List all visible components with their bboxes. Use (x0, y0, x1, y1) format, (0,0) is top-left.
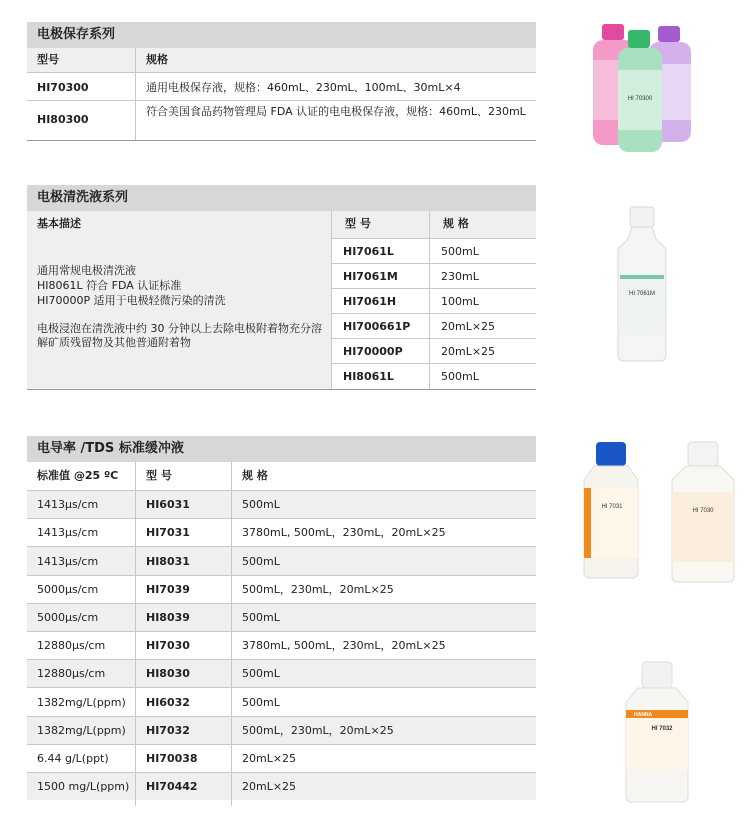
model-cell: HI7032 (146, 724, 190, 737)
conductivity-header-row (27, 462, 536, 490)
model-cell: HI70038 (146, 752, 198, 765)
row-divider (27, 140, 536, 141)
spec-cell: 20mL×25 (242, 752, 297, 765)
spec-cell: 500mL (441, 245, 479, 258)
header-standard-value: 标准值 @25 ºC (37, 469, 119, 482)
spec-cell: 500mL，230mL，20mL×25 (242, 724, 394, 737)
table-row (27, 518, 536, 546)
description-line: HI70000P 适用于电极轻微污染的清洗 (37, 294, 226, 307)
row-divider (331, 263, 536, 264)
model-cell: HI7061L (343, 245, 394, 258)
row-divider (331, 338, 536, 339)
row-divider (331, 313, 536, 314)
model-cell: HI80300 (37, 113, 89, 126)
standard-value-cell: 1413μs/cm (37, 526, 99, 539)
row-divider (331, 238, 536, 239)
table-row (27, 575, 536, 603)
spec-cell: 20mL×25 (441, 320, 496, 333)
spec-cell: 500mL (242, 667, 280, 680)
standard-value-cell: 1413μs/cm (37, 498, 99, 511)
spec-cell: 20mL×25 (441, 345, 496, 358)
spec-cell: 500mL (441, 370, 479, 383)
description-paragraph: 电极浸泡在清洗液中约 30 分钟以上去除电极附着物充分溶解矿质残留物及其他普通附着物 (37, 322, 322, 349)
col-divider (231, 462, 232, 806)
model-cell: HI8031 (146, 555, 190, 568)
model-cell: HI70442 (146, 780, 198, 793)
section-title-storage: 电极保存系列 (27, 22, 536, 48)
model-cell: HI8039 (146, 611, 190, 624)
spec-cell: 3780mL, 500mL，230mL，20mL×25 (242, 639, 446, 652)
storage-header-row (27, 48, 536, 72)
section-title-conductivity: 电导率 /TDS 标准缓冲液 (27, 436, 536, 462)
storage-bottles-image (590, 20, 720, 155)
table-row (27, 687, 536, 716)
bottle-label: HI 70300 (627, 96, 653, 102)
model-cell: HI8030 (146, 667, 190, 680)
header-description: 基本描述 (37, 217, 81, 230)
model-cell: HI70000P (343, 345, 403, 358)
header-model: 型号 (37, 53, 59, 66)
model-cell: HI700661P (343, 320, 411, 333)
spec-cell: 20mL×25 (242, 780, 297, 793)
description-line: HI8061L 符合 FDA 认证标准 (37, 279, 182, 292)
model-cell: HI7061H (343, 295, 397, 308)
standard-value-cell: 12880μs/cm (37, 639, 106, 652)
bottle-label: HI 7030 (692, 508, 714, 514)
spec-cell: 500mL (242, 696, 280, 709)
row-divider (27, 100, 536, 101)
bottle-label: HI 7032 (651, 726, 673, 732)
model-cell: HI6031 (146, 498, 190, 511)
standard-value-cell: 12880μs/cm (37, 667, 106, 680)
table-row (27, 659, 536, 687)
conductivity-bottle-image (622, 660, 694, 805)
col-divider (135, 462, 136, 806)
spec-cell: 500mL (242, 611, 280, 624)
col-divider (135, 48, 136, 140)
brand-text: HANNA (634, 712, 653, 718)
model-cell: HI7061M (343, 270, 398, 283)
header-model: 型 号 (146, 469, 172, 482)
standard-value-cell: 6.44 g/L(ppt) (37, 752, 109, 765)
table-row (27, 744, 536, 772)
table-row (27, 631, 536, 659)
standard-value-cell: 5000μs/cm (37, 583, 99, 596)
header-spec: 规 格 (242, 469, 268, 482)
table-row (27, 603, 536, 631)
spec-cell: 通用电极保存液，规格：460mL、230mL、100mL、30mL×4 (146, 81, 461, 94)
table-row (27, 546, 536, 575)
spec-cell: 500mL，230mL，20mL×25 (242, 583, 394, 596)
spec-cell: 3780mL, 500mL，230mL，20mL×25 (242, 526, 446, 539)
row-divider (27, 72, 536, 73)
model-cell: HI6032 (146, 696, 190, 709)
cleaning-bottle-image (610, 205, 675, 365)
header-spec: 规 格 (443, 217, 469, 230)
row-divider (27, 389, 536, 390)
model-cell: HI7030 (146, 639, 190, 652)
table-row (27, 772, 536, 800)
bottle-label: HI 7031 (601, 504, 623, 510)
header-model: 型 号 (345, 217, 371, 230)
spec-cell: 500mL (242, 555, 280, 568)
standard-value-cell: 5000μs/cm (37, 611, 99, 624)
standard-value-cell: 1413μs/cm (37, 555, 99, 568)
bottle-label: HI 7061M (628, 291, 656, 297)
description-bg (27, 238, 332, 389)
conductivity-bottles-image (582, 440, 742, 585)
table-row (27, 716, 536, 744)
description-line: 通用常规电极清洗液 (37, 264, 136, 277)
section-title-cleaning: 电极清洗液系列 (27, 185, 536, 211)
spec-cell: 符合美国食品药物管理局 FDA 认证的电电极保存液，规格：460mL、230mL (146, 105, 526, 118)
model-cell: HI7031 (146, 526, 190, 539)
standard-value-cell: 1500 mg/L(ppm) (37, 780, 130, 793)
model-cell: HI7039 (146, 583, 190, 596)
row-divider (331, 288, 536, 289)
standard-value-cell: 1382mg/L(ppm) (37, 724, 126, 737)
model-cell: HI70300 (37, 81, 89, 94)
spec-cell: 230mL (441, 270, 479, 283)
table-row (27, 490, 536, 518)
model-cell: HI8061L (343, 370, 394, 383)
header-spec: 规格 (146, 53, 168, 66)
standard-value-cell: 1382mg/L(ppm) (37, 696, 126, 709)
spec-cell: 100mL (441, 295, 479, 308)
spec-cell: 500mL (242, 498, 280, 511)
cleaning-header-row (27, 211, 536, 238)
row-divider (331, 363, 536, 364)
